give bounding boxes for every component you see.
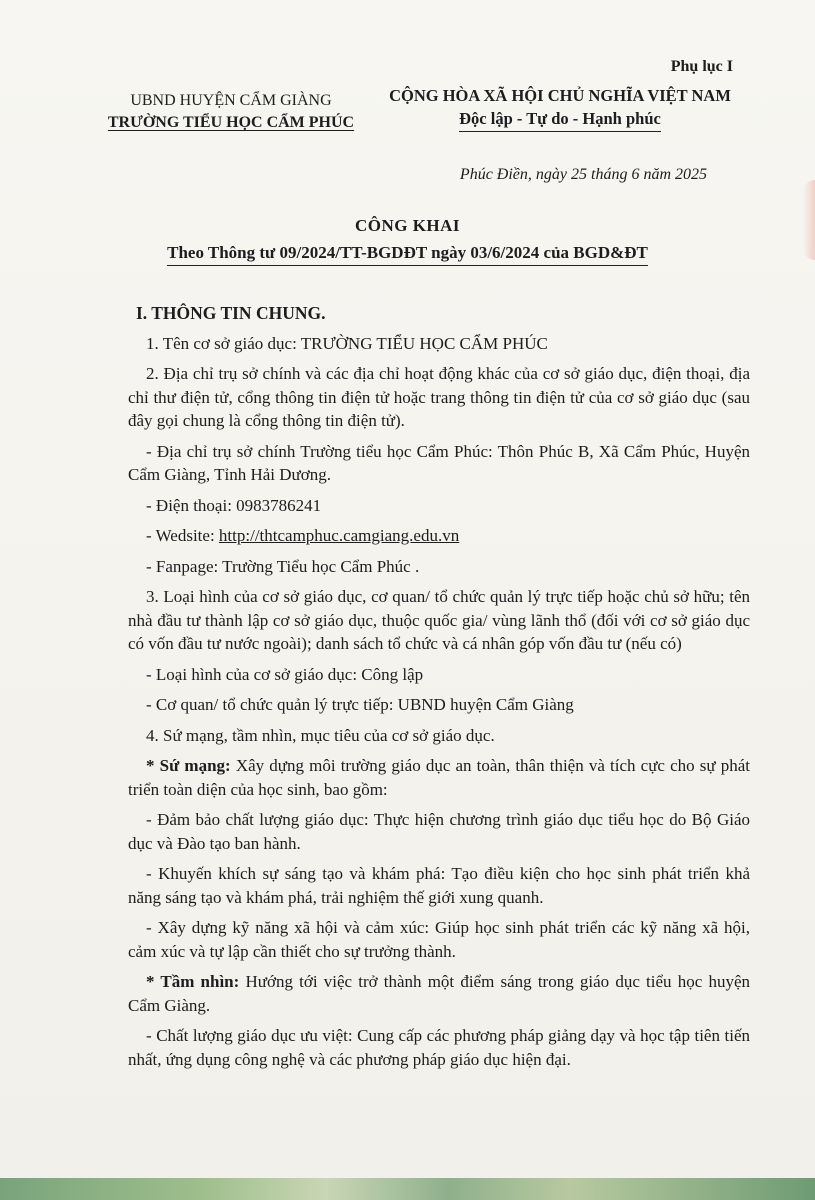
item-school-name: 1. Tên cơ sở giáo dục: TRƯỜNG TIỂU HỌC CẨM PHÚC — [146, 333, 548, 353]
document-subtitle — [0, 243, 815, 266]
type-line: - Loại hình của cơ sở giáo dục: Công lập — [146, 664, 424, 684]
mission-label: * Sứ mạng: — [146, 756, 231, 775]
appendix-label: Phụ lục I — [670, 58, 733, 75]
vision-label: * Tầm nhìn: — [146, 972, 240, 991]
website-line — [128, 524, 750, 548]
website-link[interactable]: http://thtcamphuc.camgiang.edu.vn — [218, 526, 460, 545]
mission-bullet-1: - Đảm bảo chất lượng giáo dục: Thực hiện chương trình giáo dục tiểu học do Bộ Giáo dục và Đào tạo ban hành. — [128, 810, 750, 853]
national-motto-block — [380, 84, 740, 132]
vision-bullet-1: - Chất lượng giáo dục ưu việt: Cung cấp các phương pháp giảng dạy và học tập tiên tiến nhất, ứng dụng công nghệ và các phương pháp giáo dục hiện đại. — [128, 1026, 750, 1069]
item-address-heading: 2. Địa chỉ trụ sở chính và các địa chỉ hoạt động khác của cơ sở giáo dục, điện thoại, địa chỉ thư điện tử, cổng thông tin điện tử hoặc trang thông tin điện tử của cơ sở giáo dục (sau đây gọi chung là cổng thông tin điện tử). — [128, 364, 750, 430]
vision-paragraph — [128, 970, 750, 1017]
document-date: Phúc Điền, ngày 25 tháng 6 năm 2025 — [459, 166, 707, 183]
fanpage-line: - Fanpage: Trường Tiểu học Cẩm Phúc . — [146, 556, 420, 576]
item-mission-heading: 4. Sứ mạng, tầm nhìn, mục tiêu của cơ sở giáo dục. — [146, 725, 495, 745]
phone-line: - Điện thoại: 0983786241 — [146, 495, 322, 515]
mission-bullet-3: - Xây dựng kỹ năng xã hội và cảm xúc: Giúp học sinh phát triển các kỹ năng xã hội, cảm xúc và tự lập cần thiết cho sự trưởng thành. — [128, 918, 750, 961]
mission-paragraph — [128, 754, 750, 801]
subtitle-text: Theo Thông tư 09/2024/TT-BGDĐT ngày 03/6/2024 của BGD&ĐT — [167, 243, 648, 266]
national-title: CỘNG HÒA XÃ HỘI CHỦ NGHĨA VIỆT NAM — [389, 86, 731, 105]
item-type-heading: 3. Loại hình của cơ sở giáo dục, cơ quan/ tổ chức quản lý trực tiếp hoặc chủ sở hữu; tên nhà đầu tư thành lập cơ sở giáo dục, thuộc quốc gia/ vùng lãnh thổ (đối với cơ sở giáo dục có vốn đầu tư nước ngoài); danh sách tổ chức và cá nhân góp vốn đầu tư (nếu có) — [128, 587, 750, 653]
website-label: - Wedsite: — [146, 526, 219, 545]
mission-text: Xây dựng môi trường giáo dục an toàn, thân thiện và tích cực cho sự phát triển toàn diện của học sinh, bao gồm: — [128, 756, 750, 799]
mission-bullet-2: - Khuyến khích sự sáng tạo và khám phá: Tạo điều kiện cho học sinh phát triển khả năng sáng tạo và khám phá, trải nghiệm thế giới xung quanh. — [128, 864, 750, 907]
background-strip — [0, 1178, 815, 1200]
issuer-block — [96, 90, 366, 134]
section-heading: I. THÔNG TIN CHUNG. — [136, 303, 326, 323]
document-title: CÔNG KHAI — [354, 216, 461, 235]
vision-text: Hướng tới việc trở thành một điểm sáng trong giáo dục tiểu học huyện Cẩm Giàng. — [128, 972, 750, 1015]
issuer-school: TRƯỜNG TIỂU HỌC CẨM PHÚC — [107, 114, 355, 131]
address-line: - Địa chỉ trụ sở chính Trường tiểu học Cẩm Phúc: Thôn Phúc B, Xã Cẩm Phúc, Huyện Cẩm Giàng, Tỉnh Hải Dương. — [128, 441, 750, 484]
issuer-authority: UBND HUYỆN CẨM GIÀNG — [130, 92, 332, 109]
document-body — [128, 302, 750, 1078]
agency-line: - Cơ quan/ tổ chức quản lý trực tiếp: UBND huyện Cẩm Giàng — [146, 695, 574, 714]
national-motto: Độc lập - Tự do - Hạnh phúc — [459, 107, 661, 132]
